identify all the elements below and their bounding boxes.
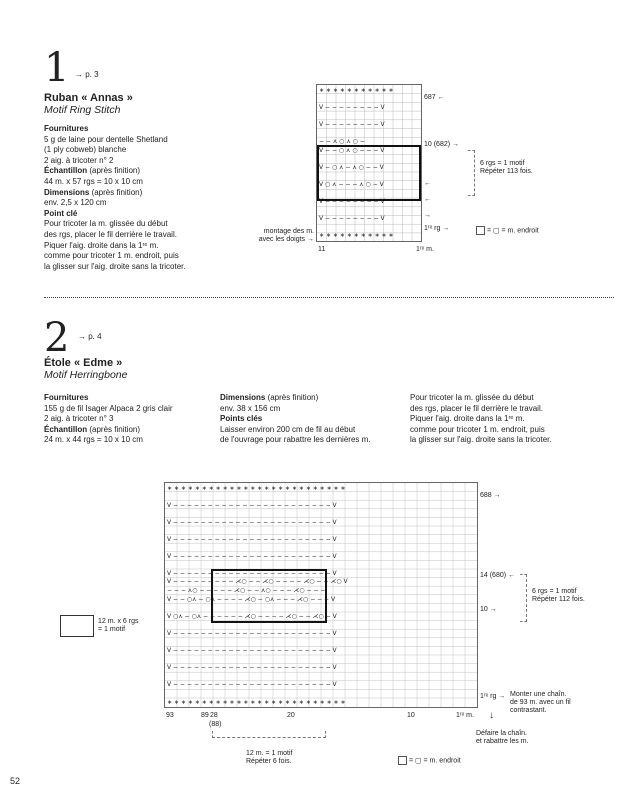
- section-1-number: 1: [44, 45, 68, 91]
- chart-2-col-1: 1ʳᵉ m.: [456, 712, 474, 719]
- echantillon-note: (après finition): [87, 166, 141, 176]
- motif-line: Répéter 112 fois.: [532, 596, 585, 603]
- chart-2-grid: [164, 482, 478, 708]
- svg-text:V − − − − − − − − − − − − − −: V − − − − − − − − − − − − − − − − − − − − − − − V: [167, 570, 337, 577]
- section-2-col-2: [220, 393, 400, 446]
- motif-line: 6 rgs = 1 motif: [532, 588, 577, 595]
- motif-size-line: 12 m. x 6 rgs: [98, 618, 139, 625]
- cast-line: Monter une chaîn.: [510, 691, 567, 698]
- chart-2-motif-label: [532, 588, 585, 604]
- section-2-subtitle: Motif Herringbone: [44, 369, 128, 381]
- motif-size-label: [98, 618, 138, 634]
- point-cle-line: Pour tricoter la m. glissée du début: [44, 219, 168, 229]
- point-cle-heading: Point clé: [44, 208, 78, 218]
- section-2-page-ref: → p. 4: [78, 332, 102, 341]
- section-2-title: Étole « Edme »: [44, 357, 123, 369]
- section-2-col-3: [410, 393, 610, 446]
- svg-text:V ○ ⋏ − − − ⋏ ○ − V: V ○ ⋏ − − − ⋏ ○ − V: [319, 181, 384, 188]
- svg-text:V − − − − − − − − − ⋌○ − − ⋌○: V − − − − − − − − − ⋌○ − − ⋌○ − − − − ⋌○ − − ⋌○ V: [167, 578, 348, 585]
- chart-2-undo: [476, 730, 529, 746]
- chart-2-repeat-label: [246, 750, 293, 766]
- chart-2-row-1: 1ʳᵉ rg →: [480, 693, 506, 700]
- svg-text:∗ ∗ ∗ ∗ ∗ ∗ ∗ ∗ ∗ ∗ ∗ ∗ ∗ ∗ ∗: ∗ ∗ ∗ ∗ ∗ ∗ ∗ ∗ ∗ ∗ ∗ ∗ ∗ ∗ ∗ ∗ ∗ ∗ ∗ ∗ ∗ ∗ ∗ ∗ ∗ ∗: [167, 699, 346, 706]
- col3-line: des rgs, placer le fil derrière le travail.: [410, 403, 543, 413]
- svg-text:V − − − − − − − − V: V − − − − − − − − V: [319, 121, 385, 128]
- svg-text:V − − − − − − − − V: V − − − − − − − − V: [319, 198, 385, 205]
- col3-line: Piquer l'aig. droite dans la 1ʳᵉ m.: [410, 414, 525, 424]
- dimensions-note: (après finition): [265, 393, 319, 402]
- svg-text:V − − − − − − − − − − − − − −: V − − − − − − − − − − − − − − − − − − − − − − − V: [167, 681, 337, 688]
- chart-1-arrow: ←: [424, 196, 431, 203]
- chart-1-motif-brace: [468, 150, 475, 196]
- point-cle-line: comme pour tricoter 1 m. endroit, puis: [44, 251, 179, 261]
- repeat-line: 12 m. = 1 motif: [246, 750, 293, 757]
- chart-1-row-first: 1ʳᵉ rg →: [424, 225, 450, 232]
- motif-size-box: [60, 615, 94, 637]
- chart-2-col-93: 93: [166, 712, 174, 719]
- chart-2-motif-brace: [520, 574, 527, 622]
- fourn-line: 2 aig. à tricoter n° 2: [44, 155, 114, 165]
- chart-1-arrow: →: [424, 212, 431, 219]
- dimensions-heading: Dimensions: [44, 187, 90, 197]
- chart-1-row-top: 687 ←: [424, 94, 445, 101]
- chart-2-row-10: 10 →: [480, 606, 497, 613]
- points-cles-heading: Points clés: [220, 414, 263, 424]
- cast-line: contrastant.: [510, 707, 547, 714]
- svg-text:V ○⋏ − ○⋏ − − − − − − ⋌○ − −: V ○⋏ − ○⋏ − − − − − − ⋌○ − − − − ⋌○ − − ⋌○ − V: [167, 613, 337, 620]
- echantillon-heading: Échantillon: [44, 424, 88, 434]
- chart-1-arrow: ←: [424, 180, 431, 187]
- section-1-text: [44, 124, 274, 272]
- col3-line: la glisser sur l'aig. droite sans la tricoter.: [410, 435, 552, 445]
- repeat-line: Répéter 6 fois.: [246, 758, 292, 765]
- svg-text:∗ ∗ ∗ ∗ ∗ ∗ ∗ ∗ ∗ ∗ ∗: ∗ ∗ ∗ ∗ ∗ ∗ ∗ ∗ ∗ ∗ ∗: [319, 87, 394, 94]
- svg-text:− − − ⋏○ − − − − − ⋌○ − − ⋏○ −: − − − ⋏○ − − − − − ⋌○ − − ⋏○ − − − ⋌○ − − −: [167, 587, 326, 594]
- echantillon-value: 24 m. x 44 rgs = 10 x 10 cm: [44, 435, 143, 445]
- section-2-col-1: [44, 393, 214, 446]
- dimensions-heading: Dimensions: [220, 393, 266, 402]
- legend-square-icon: [476, 226, 485, 235]
- page-number: 52: [10, 776, 21, 786]
- motif-size-line: = 1 motif: [98, 626, 126, 633]
- svg-text:∗ ∗ ∗ ∗ ∗ ∗ ∗ ∗ ∗ ∗ ∗: ∗ ∗ ∗ ∗ ∗ ∗ ∗ ∗ ∗ ∗ ∗: [319, 232, 394, 239]
- svg-text:V − − − − − − − − − − − − − −: V − − − − − − − − − − − − − − − − − − − − − − − V: [167, 519, 337, 526]
- chart-1-motif-label: [480, 160, 533, 176]
- point-cle-line: des rgs, placer le fil derrière le travail.: [44, 229, 177, 239]
- svg-text:V − − − − − − − − − − − − − −: V − − − − − − − − − − − − − − − − − − − − − − − V: [167, 664, 337, 671]
- echantillon-heading: Échantillon: [44, 166, 88, 176]
- dimensions-note: (après finition): [89, 187, 143, 197]
- fournitures-heading: Fournitures: [44, 393, 89, 402]
- chart-1-grid: [316, 84, 422, 242]
- section-1-title: Ruban « Annas »: [44, 92, 133, 104]
- chart-1-motif-box: [317, 145, 421, 201]
- point-cle-line: Piquer l'aig. droite dans la 1ʳᵉ m.: [44, 240, 159, 250]
- fourn-line: 5 g de laine pour dentelle Shetland: [44, 134, 168, 144]
- cast-line: de 93 m. avec un fil: [510, 699, 571, 706]
- chart-2-col-88: (88): [209, 721, 222, 728]
- fourn-line: 2 aig. à tricoter n° 3: [44, 414, 114, 424]
- section-1-page-ref: → p. 3: [75, 70, 99, 79]
- chart-2-repeat-brace: [212, 731, 326, 738]
- undo-line: Défaire la chaîn.: [476, 730, 527, 737]
- dimensions-value: env. 38 x 156 cm: [220, 403, 281, 413]
- section-1-subtitle: Motif Ring Stitch: [44, 104, 121, 116]
- chart-2-col-20: 20: [287, 712, 295, 719]
- chart-2-legend: [398, 756, 461, 765]
- svg-text:V − − − − − − − − − − − − − −: V − − − − − − − − − − − − − − − − − − − − − − − V: [167, 630, 337, 637]
- chart-1-col-1: 1ʳᵉ m.: [416, 246, 434, 253]
- chart-2-col-28: 28: [210, 712, 218, 719]
- chart-1-cast-on: [250, 228, 314, 244]
- legend-text: = ▢ = m. endroit: [486, 227, 539, 235]
- cast-line: montage des m.: [263, 228, 314, 235]
- echantillon-value: 44 m. x 57 rgs = 10 x 10 cm: [44, 176, 143, 186]
- section-separator: [44, 297, 614, 298]
- svg-text:V − − − − − − − − V: V − − − − − − − − V: [319, 215, 385, 222]
- chart-1-row-mid: 10 (682) →: [424, 141, 460, 148]
- point-cle-line: la glisser sur l'aig. droite sans la tricoter.: [44, 261, 186, 271]
- col3-line: comme pour tricoter 1 m. endroit, puis: [410, 424, 545, 434]
- chart-1-col-11: 11: [318, 246, 326, 253]
- motif-line: 6 rgs = 1 motif: [480, 160, 525, 167]
- chart-2-down-arrow: ↓: [489, 710, 494, 721]
- motif-line: Répéter 113 fois.: [480, 168, 533, 175]
- chart-2-col-89: 89: [201, 712, 209, 719]
- svg-text:V − ○ ⋏ − ⋏ ○ − − V: V − ○ ⋏ − ⋏ ○ − − V: [319, 164, 384, 171]
- legend-text: = ▢ = m. endroit: [408, 757, 461, 765]
- cast-line: avec les doigts →: [258, 236, 314, 243]
- svg-text:− − ⋏ ○ ⋏ ○ −: − − ⋏ ○ ⋏ ○ −: [319, 138, 365, 145]
- chart-2-col-10: 10: [407, 712, 415, 719]
- chart-2-motif-box: [211, 569, 327, 623]
- points-cles-line: de l'ouvrage pour rabattre les dernières m.: [220, 435, 371, 445]
- points-cles-line: Laisser environ 200 cm de fil au début: [220, 424, 356, 434]
- svg-text:V − − − − − − − − − − − − − −: V − − − − − − − − − − − − − − − − − − − − − − − V: [167, 647, 337, 654]
- col3-line: Pour tricoter la m. glissée du début: [410, 393, 534, 402]
- svg-text:V − − ○⋏ − ○⋏ − − − − ⋌○ − ○⋏: V − − ○⋏ − ○⋏ − − − − ⋌○ − ○⋏ − − − ⋌○ − − − V: [167, 596, 336, 603]
- undo-line: et rabattre les m.: [476, 738, 529, 745]
- svg-text:V − − − − − − − − − − − − − −: V − − − − − − − − − − − − − − − − − − − − − − − V: [167, 536, 337, 543]
- chart-2-cast-on: [510, 691, 571, 715]
- chart-2-row-688: 688 →: [480, 492, 501, 499]
- fourn-line: (1 ply cobweb) blanche: [44, 145, 127, 155]
- chart-1-legend: [476, 226, 539, 235]
- svg-text:∗ ∗ ∗ ∗ ∗ ∗ ∗ ∗ ∗ ∗ ∗ ∗ ∗ ∗ ∗: ∗ ∗ ∗ ∗ ∗ ∗ ∗ ∗ ∗ ∗ ∗ ∗ ∗ ∗ ∗ ∗ ∗ ∗ ∗ ∗ ∗ ∗ ∗ ∗ ∗ ∗: [167, 485, 346, 492]
- section-2-number: 2: [44, 315, 68, 361]
- echantillon-note: (après finition): [87, 424, 141, 434]
- svg-text:V − − − − − − − − − − − − − −: V − − − − − − − − − − − − − − − − − − − − − − − V: [167, 502, 337, 509]
- chart-2-row-14: 14 (680) ←: [480, 572, 516, 579]
- legend-square-icon: [398, 756, 407, 765]
- fourn-line: 155 g de fil Isager Alpaca 2 gris clair: [44, 403, 173, 413]
- fournitures-heading: Fournitures: [44, 124, 89, 133]
- svg-text:V − − ○ ⋏ ○ − − − V: V − − ○ ⋏ ○ − − − V: [319, 147, 385, 154]
- svg-text:V − − − − − − − − − − − − − −: V − − − − − − − − − − − − − − − − − − − − − − − V: [167, 553, 337, 560]
- svg-text:V − − − − − − − − V: V − − − − − − − − V: [319, 104, 385, 111]
- dimensions-value: env. 2,5 x 120 cm: [44, 198, 107, 208]
